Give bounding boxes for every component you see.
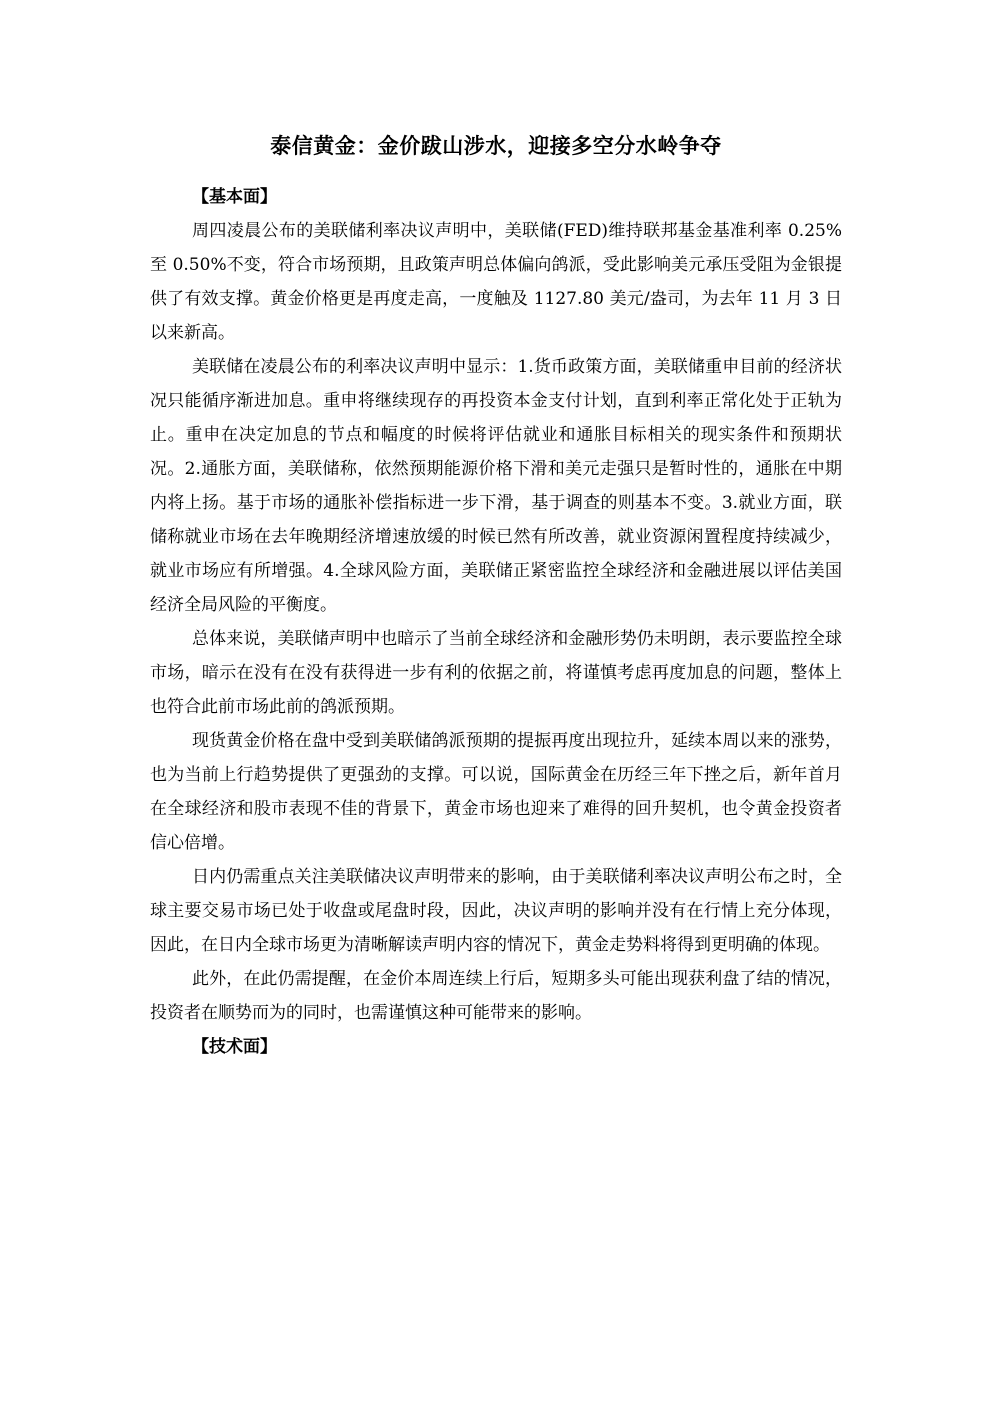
paragraph: 周四凌晨公布的美联储利率决议声明中，美联储(FED)维持联邦基金基准利率 0.25%至 0.50%不变，符合市场预期，且政策声明总体偏向鸽派，受此影响美元承压受阻为金银提供了有效支撑。黄金价格更是再度走高，一度触及 1127.80 美元/盎司，为去年 11 月 3 日以来新高。 — [150, 221, 842, 343]
paragraph: 此外，在此仍需提醒，在金价本周连续上行后，短期多头可能出现获利盘了结的情况，投资者在顺势而为的同时，也需谨慎这种可能带来的影响。 — [150, 969, 842, 1023]
section-heading-technical: 【技术面】 — [192, 1037, 277, 1057]
paragraph: 日内仍需重点关注美联储决议声明带来的影响，由于美联储利率决议声明公布之时，全球主要交易市场已处于收盘或尾盘时段，因此，决议声明的影响并没有在行情上充分体现，因此，在日内全球市场更为清晰解读声明内容的情况下，黄金走势料将得到更明确的体现。 — [150, 867, 842, 955]
paragraph: 美联储在凌晨公布的利率决议声明中显示：1.货币政策方面，美联储重申目前的经济状况只能循序渐进加息。重申将继续现存的再投资本金支付计划，直到利率正常化处于正轨为止。重申在决定加息的节点和幅度的时候将评估就业和通胀目标相关的现实条件和预期状况。2.通胀方面，美联储称，依然预期能源价格下滑和美元走强只是暂时性的，通胀在中期内将上扬。基于市场的通胀补偿指标进一步下滑，基于调查的则基本不变。3.就业方面，联储称就业市场在去年晚期经济增速放缓的时候已然有所改善，就业资源闲置程度持续减少，就业市场应有所增强。4.全球风险方面，美联储正紧密监控全球经济和金融进展以评估美国经济全局风险的平衡度。 — [150, 357, 842, 615]
paragraph: 总体来说，美联储声明中也暗示了当前全球经济和金融形势仍未明朗，表示要监控全球市场，暗示在没有在没有获得进一步有利的依据之前，将谨慎考虑再度加息的问题，整体上也符合此前市场此前的鸽派预期。 — [150, 629, 842, 717]
section-heading-fundamental: 【基本面】 — [192, 187, 277, 207]
document-page — [150, 126, 842, 1064]
paragraph: 现货黄金价格在盘中受到美联储鸽派预期的提振再度出现拉升，延续本周以来的涨势，也为当前上行趋势提供了更强劲的支撑。可以说，国际黄金在历经三年下挫之后，新年首月在全球经济和股市表现不佳的背景下，黄金市场也迎来了难得的回升契机，也令黄金投资者信心倍增。 — [150, 731, 842, 853]
document-title: 泰信黄金：金价跋山涉水，迎接多空分水岭争夺 — [270, 134, 722, 158]
